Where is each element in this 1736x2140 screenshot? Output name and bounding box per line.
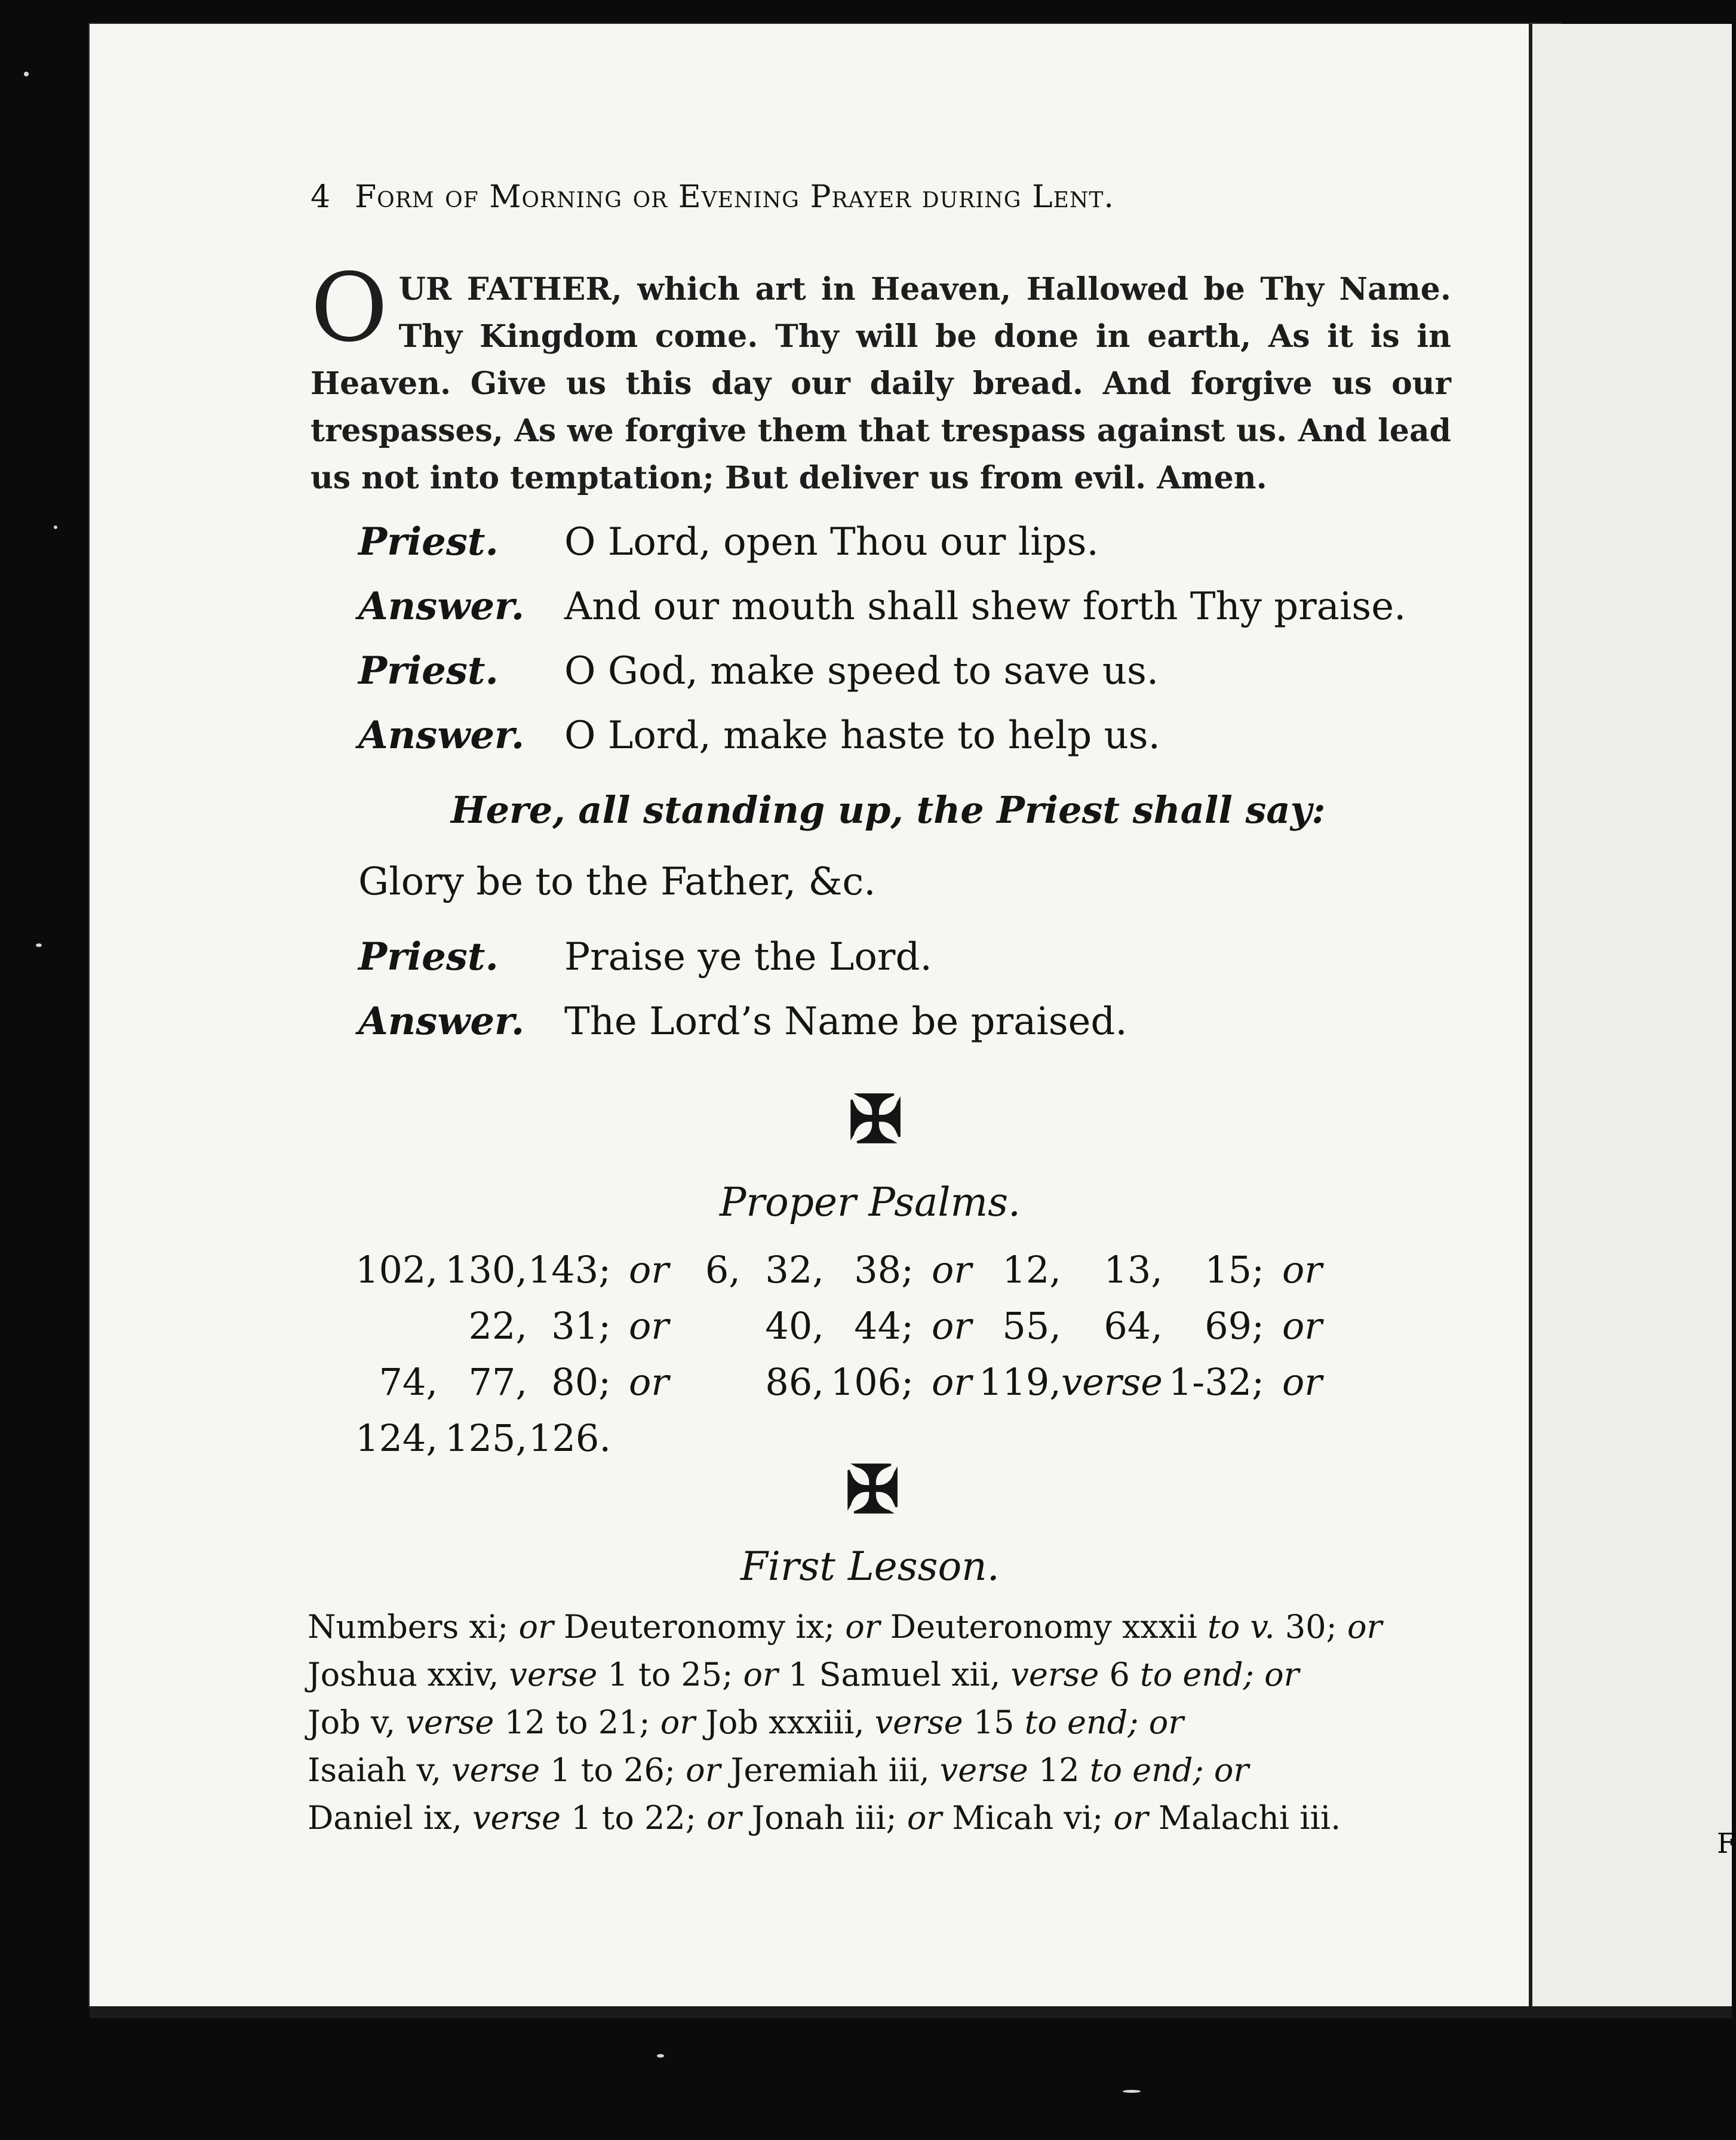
lesson-reference: Jonah iii; <box>741 1799 907 1837</box>
lesson-reference: Micah vi; <box>942 1799 1114 1837</box>
adjacent-page <box>1532 24 1732 2006</box>
lesson-line <box>308 1794 1454 1842</box>
lesson-connector: or <box>1347 1608 1382 1646</box>
lesson-reference: 12 <box>1028 1751 1090 1789</box>
lesson-reference: Jeremiah iii, <box>720 1751 940 1789</box>
psalm-cell: or <box>629 1304 669 1348</box>
lesson-reference: Malachi iii. <box>1148 1799 1341 1837</box>
lesson-reference: Deuteronomy xxxii <box>880 1608 1208 1646</box>
rubric: Here, all standing up, the Priest shall say: <box>451 788 1326 832</box>
page-number: 4 <box>311 179 331 215</box>
lesson-reference: Numbers xi; <box>308 1608 519 1646</box>
psalm-cell: 38; <box>854 1248 914 1292</box>
psalm-cell: 44; <box>854 1304 914 1348</box>
psalm-cell <box>611 1410 675 1466</box>
versicle-text: O Lord, open Thou our lips. <box>564 520 1099 564</box>
lesson-connector: verse <box>874 1704 963 1741</box>
prayer-opening: UR FATHER, <box>398 271 622 308</box>
prayer-text: which art in Heaven, Hallowed be Thy Name. Thy Kingdom come. Thy will be done in earth, As it is in Heaven. Give us this day our daily bread. And forgive us our trespasses, As we forgive them that trespass against us. And lead us not into temptation; But deliver us from evil. Amen. <box>311 271 1451 496</box>
psalm-cell: 31; <box>551 1304 612 1348</box>
versicle-text: The Lord’s Name be praised. <box>564 1000 1127 1044</box>
psalm-cell: 6, <box>705 1248 741 1292</box>
versicle-text: Praise ye the Lord. <box>564 935 932 979</box>
lesson-connector: verse <box>939 1751 1028 1789</box>
psalm-cell: 130, <box>445 1248 528 1292</box>
psalm-row <box>355 1298 1328 1354</box>
psalm-cell: 12, <box>1002 1248 1061 1292</box>
versicle-text: O Lord, make haste to help us. <box>564 714 1160 758</box>
psalm-cell: 74, <box>379 1360 438 1404</box>
lesson-reference: Isaiah v, <box>308 1751 452 1789</box>
psalm-cell: 13, <box>1104 1248 1163 1292</box>
scan-speck <box>657 2054 664 2058</box>
scan-speck <box>24 72 29 76</box>
lesson-connector: verse <box>1010 1656 1099 1693</box>
lesson-connector: or <box>743 1656 778 1693</box>
psalm-cell: 55, <box>1002 1304 1061 1348</box>
psalm-row <box>355 1242 1328 1298</box>
psalm-cell: 1-32; <box>1168 1360 1264 1404</box>
psalm-cell: or <box>629 1248 669 1292</box>
lesson-connector: or <box>518 1608 554 1646</box>
psalm-cell: 40, <box>765 1304 825 1348</box>
psalm-cell: 106; <box>830 1360 914 1404</box>
running-title: Form of Morning or Evening Prayer during Lent. <box>355 179 1114 215</box>
psalm-cell: 86, <box>765 1360 825 1404</box>
lesson-reference: 30; <box>1274 1608 1347 1646</box>
lesson-connector: to end; or <box>1024 1704 1184 1741</box>
lesson-line <box>308 1699 1454 1747</box>
lesson-reference: Job v, <box>308 1704 406 1741</box>
psalm-cell: or <box>629 1360 669 1404</box>
psalm-cell: 125, <box>445 1416 528 1460</box>
psalm-cell: 143; <box>527 1248 612 1292</box>
proper-psalms-title: Proper Psalms. <box>720 1179 1021 1225</box>
versicle <box>358 648 1159 693</box>
psalm-cell: 32, <box>765 1248 825 1292</box>
psalm-cell: 22, <box>468 1304 528 1348</box>
lesson-line <box>308 1603 1454 1651</box>
versicle-text: O God, make speed to save us. <box>564 649 1159 693</box>
psalm-cell: or <box>932 1304 972 1348</box>
lesson-line <box>308 1651 1454 1699</box>
drop-cap: O <box>311 253 388 363</box>
lesson-line <box>308 1747 1454 1794</box>
psalm-cell <box>675 1410 741 1466</box>
versicle-speaker: Answer. <box>358 999 525 1044</box>
psalm-cell: or <box>932 1360 972 1404</box>
versicle-text: And our mouth shall shew forth Thy praise. <box>564 585 1406 629</box>
versicle-speaker: Priest. <box>358 648 499 693</box>
lesson-reference: 1 to 26; <box>540 1751 686 1789</box>
lesson-connector: or <box>845 1608 880 1646</box>
running-head <box>311 179 1505 215</box>
scan-speck <box>36 943 42 947</box>
lords-prayer <box>311 253 1451 502</box>
psalm-cell: 80; <box>551 1360 612 1404</box>
psalm-cell: 64, <box>1104 1304 1163 1348</box>
psalm-row <box>355 1410 1328 1466</box>
psalm-row <box>355 1354 1328 1410</box>
psalm-cell <box>1264 1410 1328 1466</box>
lesson-connector: to end; or <box>1089 1751 1249 1789</box>
proper-psalms-table <box>355 1242 1328 1466</box>
lesson-connector: verse <box>472 1799 561 1837</box>
adjacent-page-fragment: F <box>1717 1827 1736 1859</box>
lesson-connector: or <box>706 1799 742 1837</box>
psalm-cell <box>675 1354 741 1410</box>
psalm-cell: or <box>932 1248 972 1292</box>
versicle <box>358 934 932 979</box>
lesson-connector: verse <box>509 1656 598 1693</box>
psalm-cell: 15; <box>1205 1248 1264 1292</box>
lesson-connector: or <box>686 1751 721 1789</box>
lesson-reference: Daniel ix, <box>308 1799 472 1837</box>
psalm-cell: or <box>1282 1360 1322 1404</box>
lesson-reference: 1 to 25; <box>597 1656 743 1693</box>
lesson-reference: 12 to 21; <box>494 1704 660 1741</box>
lesson-connector: verse <box>405 1704 494 1741</box>
lesson-connector: or <box>1113 1799 1148 1837</box>
scan-speck <box>1123 2090 1141 2093</box>
versicle-speaker: Priest. <box>358 519 499 564</box>
lesson-reference: 6 <box>1099 1656 1141 1693</box>
psalm-cell: 69; <box>1205 1304 1264 1348</box>
psalm-cell <box>741 1410 824 1466</box>
lesson-reference: Deuteronomy ix; <box>553 1608 846 1646</box>
psalm-cell <box>914 1410 978 1466</box>
versicle-speaker: Answer. <box>358 713 525 758</box>
versicle-speaker: Priest. <box>358 934 499 979</box>
psalm-cell <box>355 1298 438 1354</box>
psalm-cell: 124, <box>355 1416 438 1460</box>
versicle <box>358 584 1406 629</box>
psalm-cell: verse <box>1061 1360 1163 1404</box>
lesson-reference: 15 <box>963 1704 1025 1741</box>
lesson-connector: verse <box>451 1751 540 1789</box>
lesson-reference: 1 to 22; <box>560 1799 707 1837</box>
versicle-speaker: Answer. <box>358 584 525 629</box>
lesson-connector: or <box>660 1704 696 1741</box>
psalm-cell: or <box>1282 1304 1322 1348</box>
lesson-reference: Job xxxiii, <box>695 1704 875 1741</box>
lesson-connector: to v. <box>1207 1608 1275 1646</box>
versicle <box>358 999 1127 1044</box>
gloria-patri: Glory be to the Father, &c. <box>358 860 876 904</box>
lesson-connector: or <box>907 1799 942 1837</box>
scan-speck <box>54 525 57 529</box>
lesson-connector: to end; or <box>1140 1656 1299 1693</box>
psalm-cell: 102, <box>355 1248 438 1292</box>
versicle <box>358 713 1160 758</box>
lesson-reference: 1 Samuel xii, <box>778 1656 1011 1693</box>
first-lesson-list <box>308 1603 1454 1842</box>
psalm-cell: 119, <box>978 1360 1061 1404</box>
page-shadow <box>90 2006 1732 2018</box>
versicle <box>358 519 1099 564</box>
first-lesson-title: First Lesson. <box>741 1543 1000 1589</box>
cross-ornament-icon: ✠ <box>845 1451 901 1528</box>
psalm-cell <box>978 1410 1061 1466</box>
cross-ornament-icon: ✠ <box>848 1081 904 1158</box>
psalm-cell <box>1061 1410 1163 1466</box>
lesson-reference: Joshua xxiv, <box>308 1656 509 1693</box>
psalm-cell: 126. <box>529 1416 612 1460</box>
psalm-cell <box>1163 1410 1264 1466</box>
psalm-cell: 77, <box>468 1360 528 1404</box>
psalm-cell <box>675 1298 741 1354</box>
psalm-cell: or <box>1282 1248 1322 1292</box>
